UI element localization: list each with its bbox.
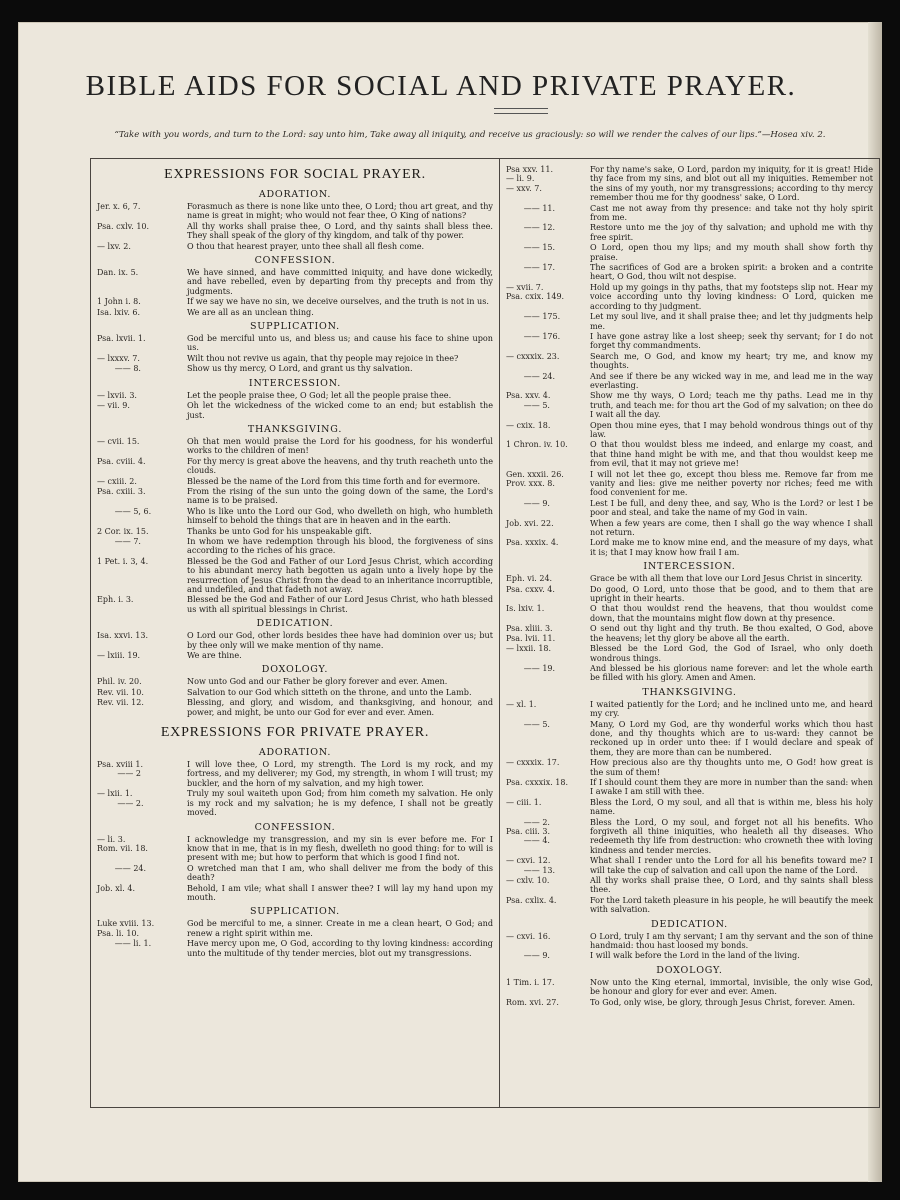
verse-entry [504,223,875,242]
verse-reference: Dan. ix. 5. [97,268,139,278]
verse-text: God be merciful unto us, and bless us; and cause his face to shine upon us. [187,333,493,353]
verse-reference: Rom. xvi. 27. [506,997,559,1007]
verse-entry [95,477,495,486]
verse-text: We have sinned, and have committed iniquity, and have done wickedly, and have rebelled, even by departing from thy precepts and from thy judgments. [187,267,493,296]
verse-reference: —— 19. [506,663,556,673]
verse-reference: Psa. cxiii. 3. [97,486,146,496]
verse-reference: Phil. iv. 20. [97,677,142,687]
verse-reference: Psa. cxxxix. 18. [506,777,569,787]
verse-reference: Eph. vi. 24. [506,574,553,584]
verse-text: O that thou wouldst bless me indeed, and enlarge my coast, and that thine hand might be with me, and that thou wouldst keep me from evil, that it may not grieve me! [590,439,873,469]
verse-reference: —— 11. [506,203,556,213]
section-heading: CONFESSION. [254,255,336,267]
verse-text: For thy name's sake, O Lord, pardon my iniquity, for it is great! Hide thy face from my sins, and blot out all my iniquities. Remember not the sins of my youth, nor my transgressions; according to thy mercy remember thou me for thy goodness' sake, O Lord. [590,164,873,203]
section-heading: INTERCESSION. [248,377,342,389]
verse-entry [95,202,495,221]
verse-reference: Job. xl. 4. [97,883,136,893]
verse-reference: Is. lxiv. 1. [506,604,545,614]
verse-entry [95,835,495,863]
verse-reference: — xl. 1. [506,699,537,709]
section-heading: SUPPLICATION. [250,321,340,333]
supplication-continued [504,165,875,557]
verse-entry [95,919,495,938]
verse-entry [504,574,875,583]
verse-reference: —— 8. [97,364,141,374]
verse-entry [95,457,495,476]
verse-reference: Psa. xliii. 3. Psa. lvii. 11. [506,624,556,643]
verse-text: Blessed be the Lord God, the God of Israel, who only doeth wondrous things. [590,643,873,663]
verse-text: And see if there be any wicked way in me, and lead me in the way everlasting. [590,370,873,390]
verse-reference: Psa. cxlix. 4. [506,895,557,905]
verse-reference: — cxix. 18. [506,420,551,430]
verse-text: Restore unto me the joy of thy salvation; and uphold me with thy free spirit. [590,222,873,242]
verse-entry [504,372,875,391]
verse-entry [504,818,875,856]
epigraph-reference: Hosea xiv. 2. [770,130,826,140]
section-heading: SUPPLICATION. [250,906,340,918]
verse-entry [504,778,875,797]
verse-text: Have mercy upon me, O God, according to thy loving kindness: according unto the multitude of thy tender mercies, blot out my transgressions. [187,938,493,958]
verse-entry [504,664,875,683]
verse-reference: — lxiii. 19. [97,651,141,661]
verse-entry [504,856,875,875]
verse-reference: 1 Chron. iv. 10. [506,440,568,450]
verse-entry [504,352,875,371]
right-column [504,165,875,1008]
verse-entry [95,268,495,296]
verse-entry [95,354,495,363]
verse-reference: Psa. lxvii. 1. [97,334,146,344]
verse-reference: — cxxxix. 17. [506,758,560,768]
section-heading: ADORATION. [258,189,332,200]
section-heading: INTERCESSION. [643,561,736,573]
verse-reference: —— 7. [97,536,141,546]
verse-text: Cast me not away from thy presence: and take not thy holy spirit from me. [590,202,873,223]
verse-reference: —— 24. [97,863,147,873]
verse-entry [95,698,495,717]
verse-reference: 1 Pet. i. 3, 4. [97,556,149,566]
page-title: BIBLE AIDS FOR SOCIAL AND PRIVATE PRAYER. [85,70,797,102]
verse-text: Thanks be unto God for his unspeakable gift. [187,525,372,536]
verse-reference: Isa. lxiv. 6. [97,307,141,317]
verse-reference: —— 24. [506,371,556,381]
verse-text: Now unto God and our Father be glory forever and ever. Amen. [187,676,448,687]
verse-text: Bless the Lord, O my soul, and forget not all his benefits. Who forgiveth all thine iniquities, who healeth all thy diseases. Who redeemeth thy life from destruction: who crowneth thee with loving kindness and tender mercies. [590,816,873,855]
verse-text: Truly my soul waiteth upon God; from him cometh my salvation. He only is my rock and my salvation; he is my defence, I shall not be greatly moved. [187,788,493,818]
verse-entry [504,312,875,331]
verse-text: I have gone astray like a lost sheep; seek thy servant; for I do not forget thy commandments. [590,330,873,351]
verse-reference: — cvii. 15. [97,436,140,446]
verse-reference: —— 5. [506,719,550,729]
verse-entry [95,677,495,686]
verse-text: God be merciful to me, a sinner. Create in me a clean heart, O God; and renew a right spirit within me. [187,918,493,938]
verse-reference: —— 17. [506,263,556,273]
verse-entry [504,440,875,468]
verse-reference: — lxxxv. 7. [97,353,140,363]
verse-text: Blessed be the name of the Lord from this time forth and for evermore. [187,475,481,486]
verse-entry [504,332,875,351]
verse-text: For thy mercy is great above the heavens, and thy truth reacheth unto the clouds. [187,455,493,476]
verse-text: Wilt thou not revive us again, that thy people may rejoice in thee? [187,352,459,363]
verse-reference: Rev. vii. 10. [97,687,144,697]
verse-entry [504,165,875,203]
verse-reference: Luke xviii. 13. Psa. li. 10. [97,919,155,938]
verse-reference: 1 Tim. i. 17. [506,977,555,987]
verse-reference: — cxxxix. 23. [506,351,560,361]
verse-entry [504,998,875,1007]
verse-reference: —— 175. [506,312,561,322]
verse-reference: — xvii. 7. Psa. cxix. 149. [506,282,565,302]
verse-entry [504,263,875,282]
verse-reference: —— 9. [506,498,550,508]
verse-entry [95,939,495,958]
verse-entry [504,470,875,498]
title-rule [494,108,548,114]
verse-text: Open thou mine eyes, that I may behold wondrous things out of thy law. [590,419,873,439]
verse-text: O wretched man that I am, who shall deliver me from the body of this death? [187,862,493,883]
verse-text: Many, O Lord my God, are thy wonderful works which thou hast done, and thy thoughts which are to us-ward: they cannot be reckoned up in order unto thee: if I would declare and speak of them, they are more than can be numbered. [590,718,873,757]
verse-entry [95,557,495,595]
verse-reference: Psa. xviii 1. —— 2 [97,760,144,779]
verse-reference: 1 John i. 8. [97,297,141,307]
verse-text: Oh let the wickedness of the wicked come to an end; but establish the just. [187,400,493,420]
column-divider [499,159,500,1107]
verse-text: We are all as an unclean thing. [187,306,314,317]
verse-entry [95,364,495,373]
verse-text: Lest I be full, and deny thee, and say, Who is the Lord? or lest I be poor and steal, and take the name of my God in vain. [590,497,873,518]
verse-reference: Psa. xxxix. 4. [506,538,559,548]
verse-text: I acknowledge my transgression, and my sin is ever before me. For I know that in me, that is in my flesh, dwelleth no good thing: for to will is present with me; but how to perform that which is good I find not. [187,833,493,863]
private-prayer-sections [95,747,495,958]
verse-reference: Job. xvi. 22. [506,518,554,528]
verse-entry [95,297,495,306]
verse-text: To God, only wise, be glory, through Jesus Christ, forever. Amen. [590,996,856,1007]
verse-entry [95,884,495,903]
verse-text: Now unto the King eternal, immortal, invisible, the only wise God, be honour and glory for ever and ever. Amen. [590,976,873,997]
verse-reference: —— 12. [506,223,556,233]
verse-entry [95,651,495,660]
verse-text: Behold, I am vile; what shall I answer thee? I will lay my hand upon my mouth. [187,882,493,902]
verse-entry [95,401,495,420]
verse-entry [504,243,875,262]
verse-reference: —— 2. Psa. ciii. 3. —— 4. [506,817,551,846]
verse-reference: Psa. cxxv. 4. [506,584,555,594]
verse-entry [95,334,495,353]
verse-text: Forasmuch as there is none like unto thee, O Lord; thou art great, and thy name is great in might; who would not fear thee, O King of nations? [187,201,493,221]
verse-text: I will walk before the Lord in the land of the living. [590,950,800,961]
verse-reference: Jer. x. 6, 7. [97,202,141,211]
verse-text: O thou that hearest prayer, unto thee shall all flesh come. [187,240,425,251]
verse-reference: Psa. xxv. 4. —— 5. [506,391,551,410]
verse-text: Blessed be the God and Father of our Lord Jesus Christ, who hath blessed us with all spiritual blessings in Christ. [187,594,493,614]
section-heading: THANKSGIVING. [642,686,737,698]
verse-entry [504,283,875,311]
verse-text: All thy works shall praise thee, O Lord, and thy saints shall bless thee. They shall speak of the glory of thy kingdom, and talk of thy power. [187,220,493,241]
verse-text: Let my soul live, and it shall praise thee; and let thy judgments help me. [590,311,873,331]
content-frame [90,158,880,1108]
verse-text: If we say we have no sin, we deceive ourselves, and the truth is not in us. [187,296,489,307]
verse-text: In whom we have redemption through his blood, the forgiveness of sins according to the riches of his grace. [187,535,493,556]
verse-text: Grace be with all them that love our Lord Jesus Christ in sincerity. [590,573,863,584]
verse-text: Lord make me to know mine end, and the measure of my days, what it is; that I may know how frail I am. [590,537,873,557]
verse-reference: — lxxii. 18. [506,644,552,654]
verse-text: What shall I render unto the Lord for all his benefits toward me? I will take the cup of salvation and call upon the name of the Lord. [590,855,873,875]
verse-text: I waited patiently for the Lord; and he inclined unto me, and heard my cry. [590,698,873,719]
verse-entry [504,798,875,817]
verse-reference: Psa. cviii. 4. [97,456,146,466]
verse-text: Search me, O God, and know my heart; try me, and know my thoughts. [590,350,873,371]
verse-entry [95,487,495,506]
verse-entry [95,688,495,697]
left-column [95,165,495,959]
verse-text: Do good, O Lord, unto those that be good, and to them that are upright in their hearts. [590,583,873,604]
section-heading: THANKSGIVING. [247,423,343,435]
verse-reference: —— li. 1. [97,939,152,949]
verse-reference: Psa xxv. 11. — li. 9. — xxv. 7. [506,165,553,193]
verse-reference: — cxvi. 12. —— 13. [506,856,556,875]
verse-entry [95,391,495,400]
verse-entry [504,720,875,758]
verse-entry [504,499,875,518]
verse-text: Salvation to our God which sitteth on the throne, and unto the Lamb. [187,686,472,697]
verse-text: Show me thy ways, O Lord; teach me thy paths. Lead me in thy truth, and teach me: for thou art the God of my salvation; on thee do I wait all the day. [590,390,873,420]
verse-text: Show us thy mercy, O Lord, and grant us thy salvation. [187,363,413,374]
verse-entry [504,876,875,895]
verse-entry [95,760,495,788]
verse-entry [504,604,875,623]
verse-reference: Eph. i. 3. [97,595,134,605]
verse-reference: — lxvii. 3. [97,390,137,400]
verse-reference: —— 176. [506,331,561,341]
verse-text: From the rising of the sun unto the going down of the same, the Lord's name is to be praised. [187,485,493,506]
verse-reference: 2 Cor. ix. 15. [97,526,149,536]
verse-entry [504,519,875,538]
verse-reference: — cxlv. 10. [506,876,550,886]
verse-text: Oh that men would praise the Lord for his goodness, for his wonderful works to the children of men! [187,435,493,456]
verse-text: How precious also are thy thoughts unto me, O God! how great is the sum of them! [590,757,873,777]
verse-entry [95,308,495,317]
social-prayer-sections [95,189,495,717]
verse-entry [95,595,495,614]
page [18,22,882,1182]
verse-reference: — cxiii. 2. [97,476,137,486]
verse-text: O that thou wouldst rend the heavens, that thou wouldst come down, that the mountains might flow down at thy presence. [590,603,873,623]
section-heading: DEDICATION. [651,918,728,930]
verse-reference: —— 9. [506,951,550,961]
verse-entry [504,758,875,777]
verse-entry [95,507,495,526]
verse-text: For the Lord taketh pleasure in his people, he will beautify the meek with salvation. [590,894,873,915]
verse-reference: Psa. cxlv. 10. [97,221,150,231]
verse-text: O send out thy light and thy truth. Be thou exalted, O God, above the heavens; let thy glory be above all the earth. [590,623,873,643]
private-prayer-sections-continued [504,561,875,1007]
verse-text: When a few years are come, then I shall go the way whence I shall not return. [590,517,873,538]
verse-entry [504,896,875,915]
verse-entry [504,538,875,557]
verse-reference: Rev. vii. 12. [97,698,144,708]
verse-text: The sacrifices of God are a broken spirit: a broken and a contrite heart, O God, thou wilt not despise. [590,262,873,282]
verse-text: Bless the Lord, O my soul, and all that is within me, bless his holy name. [590,796,873,817]
verse-entry [95,789,495,817]
verse-entry [504,624,875,643]
verse-entry [95,864,495,883]
epigraph [88,130,852,140]
verse-entry [504,978,875,997]
epigraph-quote: “Take with you words, and turn to the Lord: say unto him, Take away all iniquity, and receive us graciously: so will we render the calves of our lips.”— [114,130,771,140]
verse-text: Who is like unto the Lord our God, who dwelleth on high, who humbleth himself to behold the things that are in heaven and in the earth. [187,505,493,526]
verse-text: O Lord, truly I am thy servant; I am thy servant and the son of thine handmaid: thou hast loosed my bonds. [590,930,873,951]
section-heading: DOXOLOGY. [261,664,329,676]
verse-entry [504,391,875,419]
verse-entry [95,537,495,556]
verse-text: I will not let thee go, except thou bless me. Remove far from me vanity and lies: give me neither poverty nor riches; feed me with food convenient for me. [590,468,873,498]
section-heading: DEDICATION. [256,618,334,630]
verse-reference: —— 5, 6. [97,506,152,516]
verse-entry [95,437,495,456]
verse-entry [504,644,875,663]
verse-text: I will love thee, O Lord, my strength. The Lord is my rock, and my fortress, and my deliverer; my God, my strength, in whom I will trust; my buckler, and the horn of my salvation, and my high tower. [187,759,493,788]
verse-entry [504,204,875,223]
verse-entry [504,585,875,604]
verse-reference: Gen. xxxii. 26. Prov. xxx. 8. [506,469,564,488]
verse-text: Hold up my goings in thy paths, that my footsteps slip not. Hear my voice according unto thy loving kindness: O Lord, quicken me according to thy judgment. [590,281,873,311]
verse-text: Let the people praise thee, O God; let all the people praise thee. [187,389,452,400]
verse-text: O Lord, open thou my lips; and my mouth shall show forth thy praise. [590,242,873,262]
verse-entry [504,421,875,440]
verse-reference: — lxii. 1. —— 2. [97,789,144,808]
verse-reference: —— 15. [506,243,556,253]
verse-text: We are thine. [187,650,242,661]
verse-entry [95,242,495,251]
verse-text: If I should count them they are more in number than the sand: when I awake I am still with thee. [590,776,873,797]
section-heading: CONFESSION. [254,821,336,833]
verse-text: Blessing, and glory, and wisdom, and thanksgiving, and honour, and power, and might, be unto our God for ever and ever. Amen. [187,697,493,717]
verse-text: Blessed be the God and Father of our Lord Jesus Christ, which according to his abundant mercy hath begotten us again unto a lively hope by the resurrection of Jesus Christ from the dead to an inheritance incorruptible, and undefiled, and that fadeth not away. [187,555,493,594]
verse-entry [95,222,495,241]
verse-reference: — vii. 9. [97,401,130,411]
social-prayer-heading: EXPRESSIONS FOR SOCIAL PRAYER. [164,167,426,182]
verse-entry [95,631,495,650]
verse-reference: — li. 3. Rom. vii. 18. [97,834,148,853]
verse-reference: — lxv. 2. [97,241,131,251]
section-heading: ADORATION. [258,747,332,759]
verse-reference: — ciii. 1. [506,797,542,807]
verse-text: O Lord our God, other lords besides thee have had dominion over us; but by thee only will we make mention of thy name. [187,630,493,650]
verse-entry [504,951,875,960]
verse-reference: Isa. xxvi. 13. [97,631,149,641]
verse-entry [95,527,495,536]
section-heading: DOXOLOGY. [656,964,723,976]
verse-reference: — cxvi. 16. [506,931,551,941]
private-prayer-heading: EXPRESSIONS FOR PRIVATE PRAYER. [160,725,430,741]
verse-entry [504,700,875,719]
verse-entry [504,932,875,951]
verse-text: All thy works shall praise thee, O Lord, and thy saints shall bless thee. [590,875,873,895]
verse-text: And blessed be his glorious name forever: and let the whole earth be filled with his glory. Amen and Amen. [590,662,873,683]
